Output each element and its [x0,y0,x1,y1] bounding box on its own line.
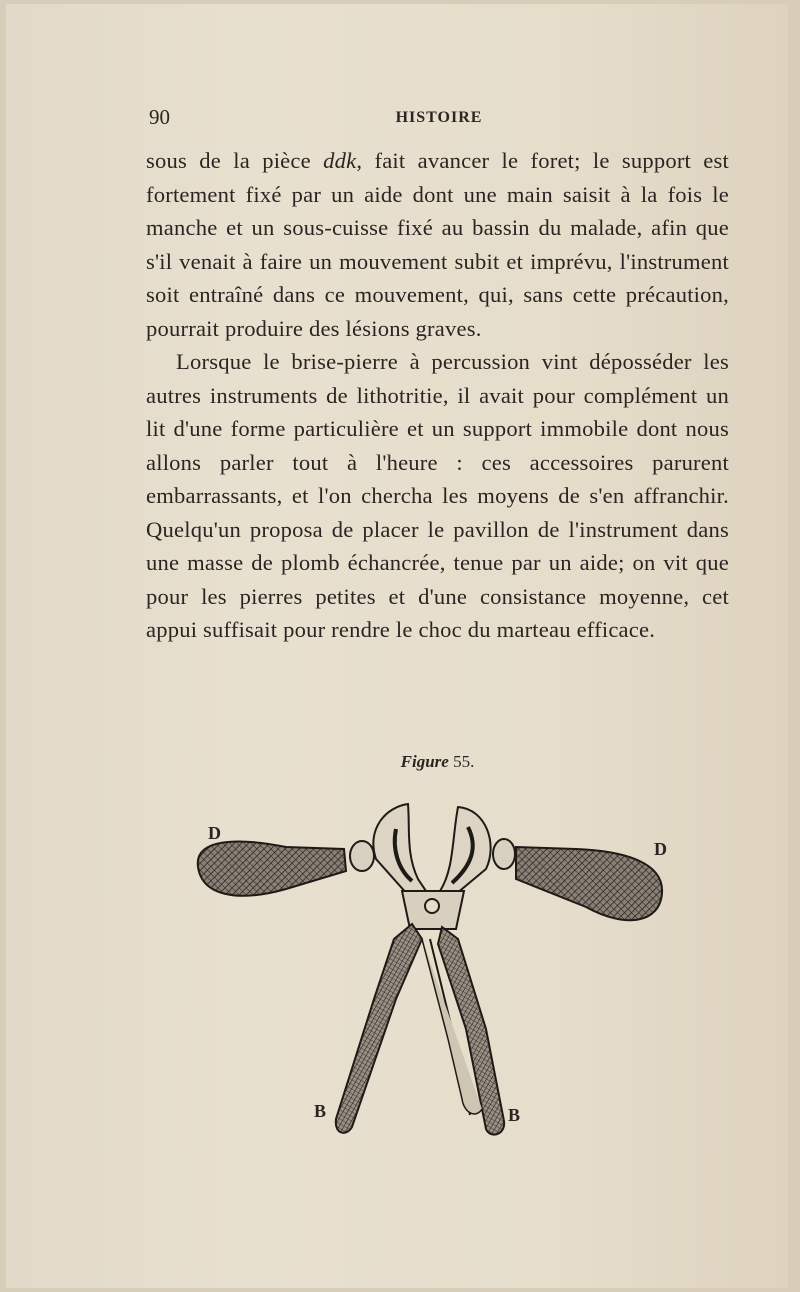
figure-label-b-left: B [314,1101,327,1121]
running-title: HISTOIRE [395,109,483,126]
right-long-handle [422,927,504,1135]
paragraph-2: Lorsque le brise-pierre à percussion vint déposséder les autres instruments de lithotritie, il avait pour complément un lit d'une forme particulière et un support immobile dont nous allons parler tout à l'heure : ces accessoires parurent embarrassants, et l'on chercha les moyens de s'en affranchir. Quelqu'un proposa de placer le pavillon de l'instrument dans une masse de plomb échancrée, tenue par un aide; on vit que pour les pierres petites et d'une consistance moyenne, cet appui suffisait pour rendre le choc du marteau efficace. [146,349,729,642]
left-long-handle [336,924,422,1133]
paragraph-1 [146,144,729,345]
paragraph-1-rest: , fait avancer le foret; le support est fortement fixé par un aide dont une main saisit à la fois le manche et un sous-cuisse fixé au bassin du malade, afin que s'il venait à faire un mouvement subit et imprévu, l'instrument soit entraîné dans ce mouvement, qui, sans cette précaution, pourrait produire des lésions graves. [146,148,729,341]
figure-label-b-right: B [508,1105,521,1125]
paragraph-1-italic: ddk [323,148,357,173]
page-header [149,105,729,135]
right-bulb-handle [493,839,662,920]
figure-caption [146,752,729,772]
paragraph-1-start: sous de la pièce [146,148,324,173]
figure-label-d-left: D [208,823,221,843]
figure-label-d-right: D [654,839,667,859]
left-bulb-handle [198,841,374,896]
lithotrite-illustration [186,799,686,1149]
figure-caption-number: 55. [453,752,475,771]
instrument-jaws [373,804,490,895]
book-page [6,4,788,1288]
figure-caption-label: Figure [400,752,449,771]
body-text [146,144,729,647]
page-number: 90 [149,105,170,129]
figure-55-illustration [186,799,686,1149]
